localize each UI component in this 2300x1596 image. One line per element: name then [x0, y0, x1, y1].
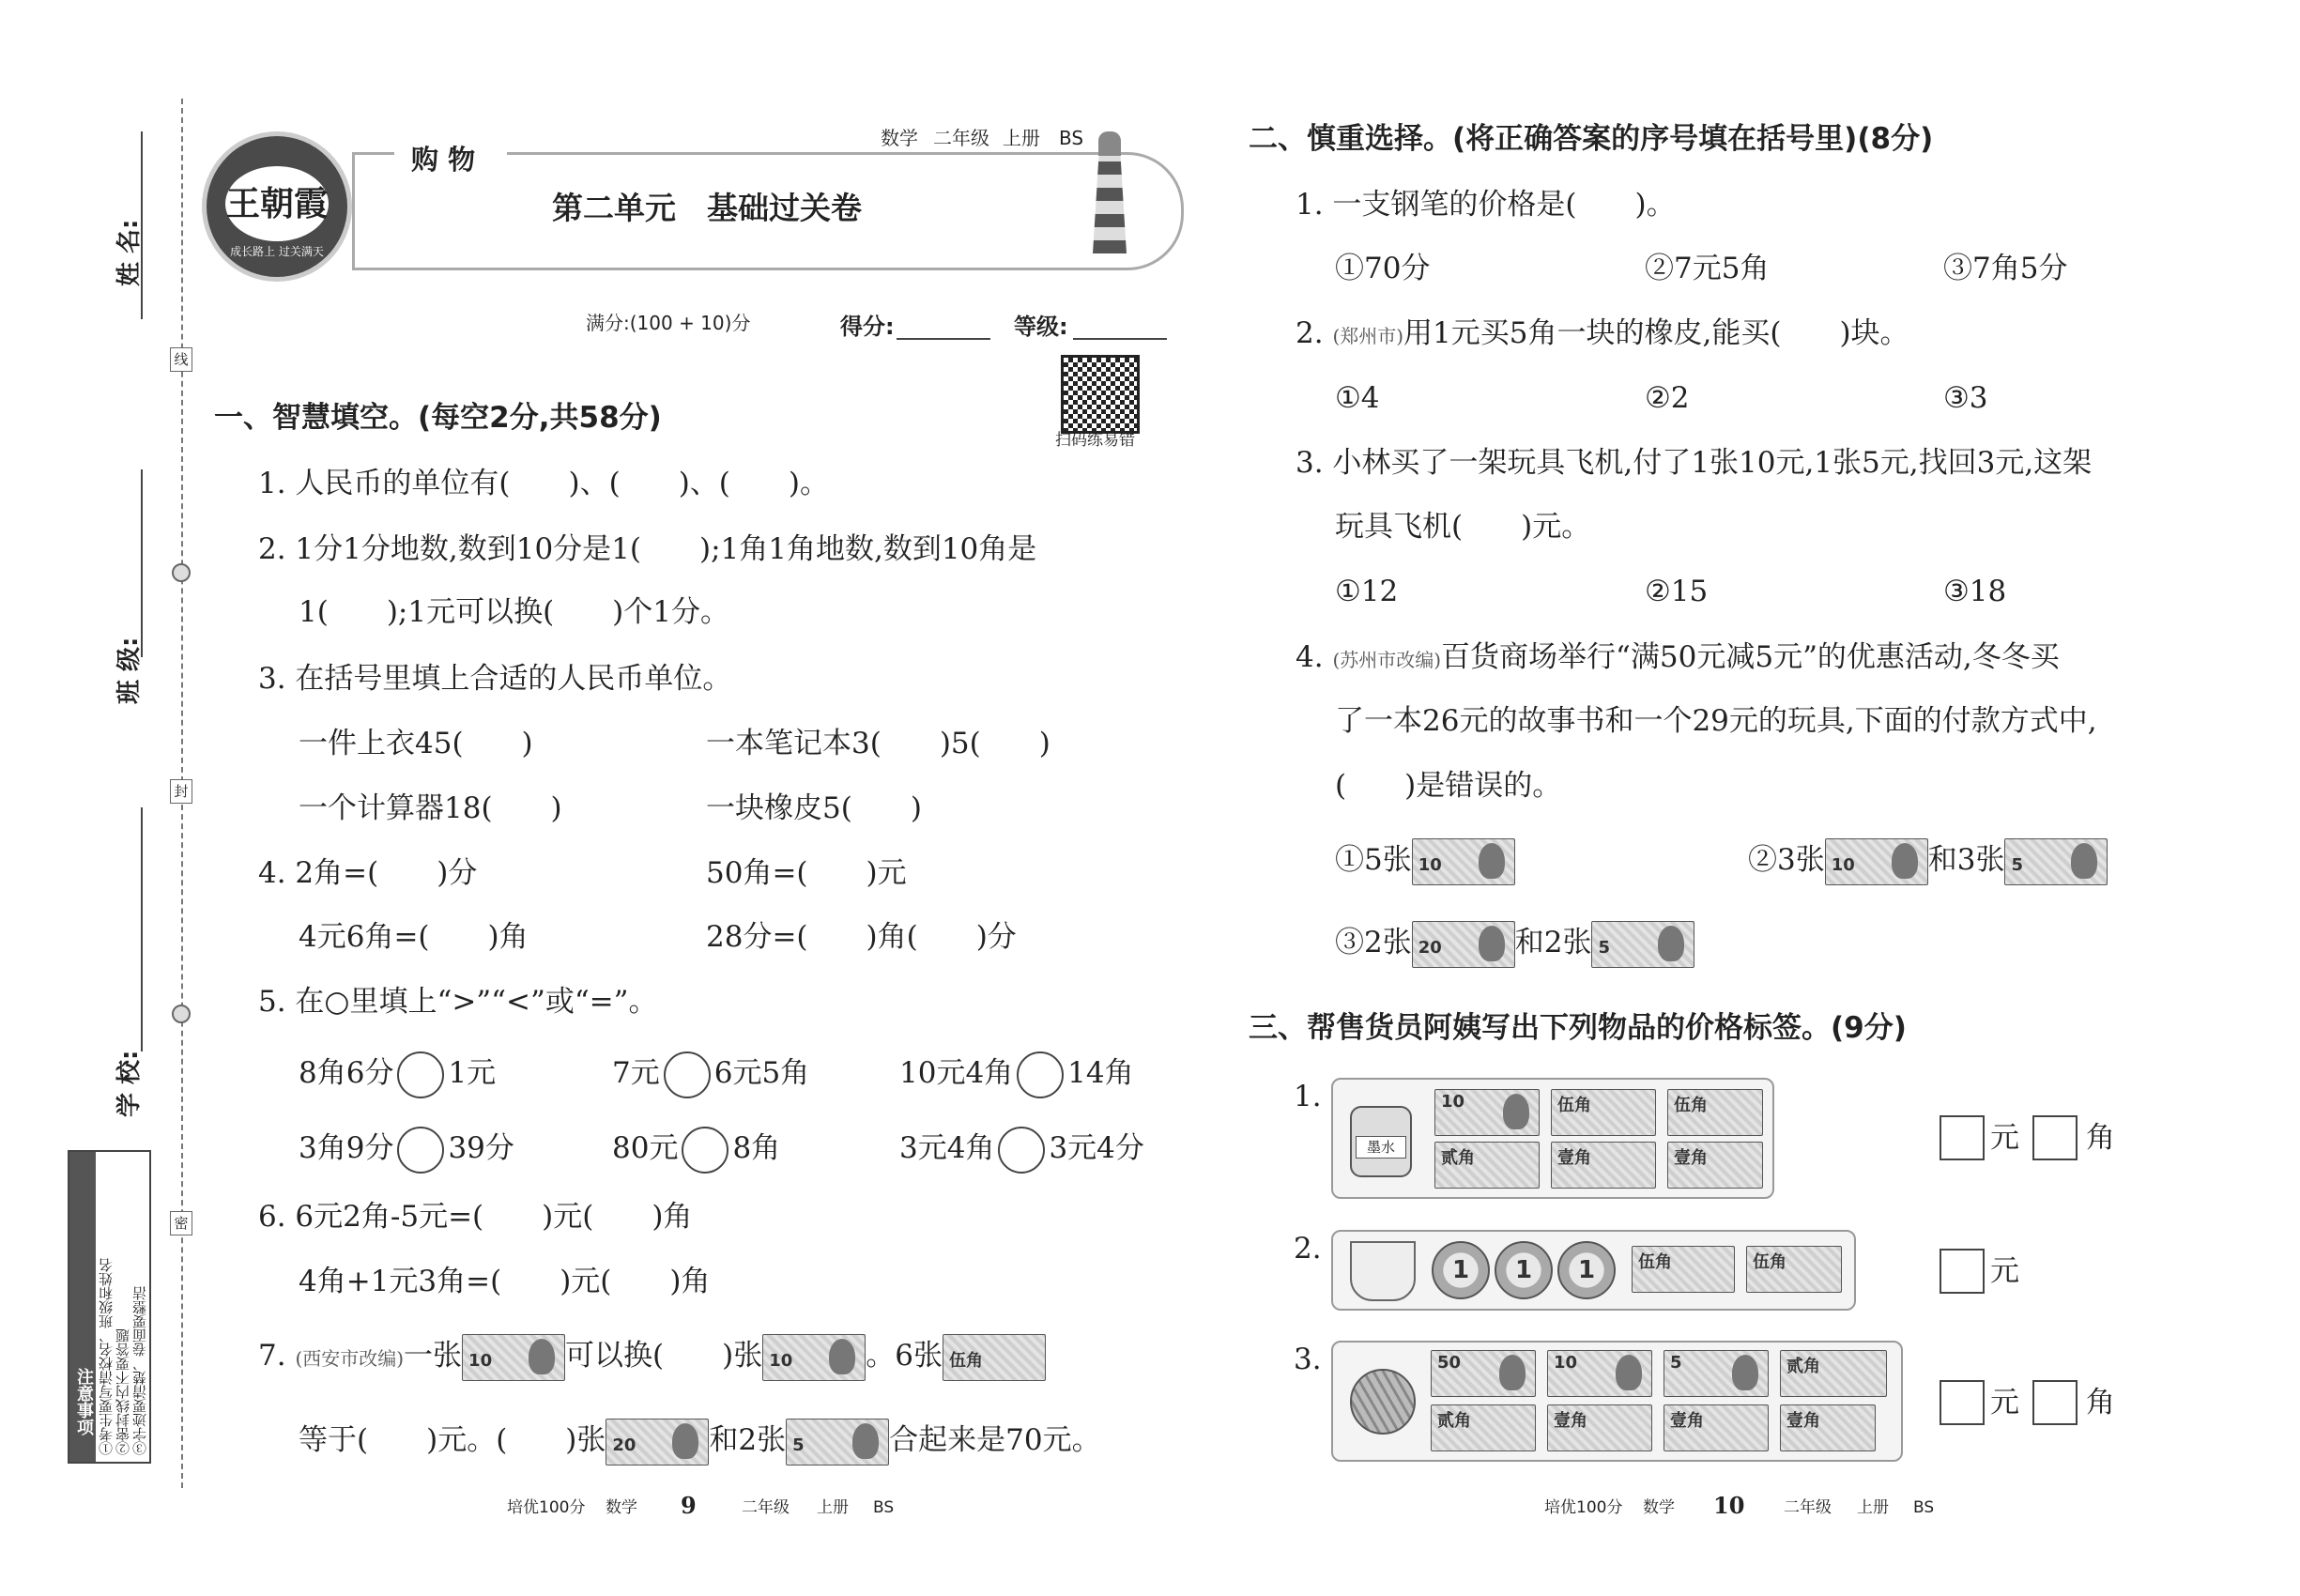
compare-item: 7元 6元5角 — [612, 1050, 809, 1098]
meta-volume: 上册 — [1003, 127, 1040, 149]
compare-circle[interactable] — [682, 1127, 728, 1174]
s2-q3a: 3. 小林买了一架玩具飞机,付了1张10元,1张5元,找回3元,这架 — [1296, 446, 2093, 480]
meta-subject: 数学 — [881, 127, 918, 149]
footer-right-volume: 上册 — [1857, 1498, 1889, 1517]
banknote-5-icon: 5 — [1591, 921, 1694, 968]
banknote-1jiao-icon: 壹角 — [1547, 1404, 1652, 1451]
name-field[interactable] — [141, 131, 143, 319]
footer-left-brand: 培优100分 — [507, 1498, 586, 1517]
note-1: ①考生要写清校名、班级和姓名 — [98, 1258, 115, 1455]
price-item-box — [1331, 1078, 1774, 1199]
footer-right-grade: 二年级 — [1784, 1498, 1832, 1517]
meta-grade: 二年级 — [933, 127, 989, 149]
banknote-5-icon: 5 — [786, 1419, 889, 1466]
unit-yuan: 元 — [1990, 1121, 2019, 1155]
s2-q3b: 玩具飞机( )元。 — [1335, 510, 1591, 544]
s1-q4-item: 28分=( )角( )分 — [706, 920, 1017, 954]
banknote-5jiao-icon: 伍角 — [943, 1334, 1046, 1381]
compare-item: 8角6分 1元 — [299, 1050, 496, 1098]
banknote-10-icon: 10 — [1434, 1089, 1540, 1136]
banknote-10-icon: 10 — [762, 1334, 866, 1381]
s1-q7-line2: 等于( )元。( )张 20 和2张 5 合起来是70元。 — [299, 1416, 1101, 1466]
s2-q4b: 了一本26元的故事书和一个29元的玩具,下面的付款方式中, — [1335, 704, 2097, 738]
banknote-1jiao-icon: 壹角 — [1551, 1142, 1656, 1189]
yuan-answer-box[interactable] — [1940, 1249, 1985, 1294]
name-label: 姓 名: — [115, 219, 144, 286]
grade-field[interactable] — [1073, 338, 1167, 340]
s1-q4-item: 4元6角=( )角 — [299, 920, 529, 954]
s1-q4-item: 4. 2角=( )分 — [258, 856, 478, 890]
s2-q1-opt: ②7元5角 — [1645, 252, 1770, 285]
banknote-5jiao-icon: 伍角 — [1632, 1246, 1735, 1293]
page-title: 第二单元 基础过关卷 — [552, 190, 862, 226]
s2-q3-opt: ②15 — [1645, 575, 1709, 608]
banknote-10-icon: 10 — [1825, 838, 1928, 885]
banknote-20-icon: 20 — [606, 1419, 709, 1466]
page-number-left: 9 — [681, 1492, 697, 1519]
compare-circle[interactable] — [998, 1127, 1045, 1174]
logo-badge — [202, 131, 352, 282]
banknote-1jiao-icon: 壹角 — [1667, 1142, 1763, 1189]
compare-item: 80元 8角 — [612, 1125, 780, 1174]
s1-q5: 5. 在○里填上“>”“<”或“=”。 — [258, 985, 658, 1019]
s2-q4c: ( )是错误的。 — [1335, 769, 1562, 803]
s2-q2-opt: ③3 — [1943, 381, 1988, 415]
banknote-5jiao-icon: 伍角 — [1667, 1089, 1763, 1136]
banknote-2jiao-icon: 贰角 — [1431, 1404, 1536, 1451]
s1-q1: 1. 人民币的单位有( )、( )、( )。 — [258, 467, 829, 500]
s2-q4-opt2: ②3张 10 和3张 5 — [1748, 836, 2108, 885]
price-item-box — [1331, 1341, 1903, 1462]
s1-q2b: 1( );1元可以换( )个1分。 — [299, 595, 729, 629]
jiao-answer-box[interactable] — [2032, 1380, 2078, 1425]
s1-q2a: 2. 1分1分地数,数到10分是1( );1角1角地数,数到10角是 — [258, 532, 1037, 566]
note-3: ③字迹要清楚、卷面要整洁 — [131, 1286, 148, 1455]
s2-q1-opt: ③7角5分 — [1943, 252, 2068, 285]
coin-1yuan-icon: 1 — [1432, 1241, 1490, 1299]
s1-q3-item: 一本笔记本3( )5( ) — [706, 727, 1050, 760]
banknote-5-icon: 5 — [2004, 838, 2108, 885]
page-number-right: 10 — [1713, 1492, 1745, 1519]
binding-hole-icon — [172, 563, 191, 582]
basketball-icon — [1350, 1369, 1416, 1435]
footer-left-subject: 数学 — [606, 1498, 637, 1517]
footer-left-grade: 二年级 — [742, 1498, 790, 1517]
compare-circle[interactable] — [397, 1127, 444, 1174]
unit-yuan: 元 — [1990, 1254, 2019, 1288]
banknote-2jiao-icon: 贰角 — [1434, 1142, 1540, 1189]
banknote-5-icon: 5 — [1664, 1350, 1769, 1397]
unit-jiao: 角 — [2086, 1121, 2115, 1155]
cut-mark-mi: 密 — [170, 1211, 192, 1235]
s2-q4a: 4. (苏州市改编)百货商场举行“满50元减5元”的优惠活动,冬冬买 — [1296, 640, 2060, 674]
s2-q2: 2. (郑州市)用1元买5角一块的橡皮,能买( )块。 — [1296, 316, 1909, 350]
compare-circle[interactable] — [397, 1051, 444, 1098]
banknote-1jiao-icon: 壹角 — [1664, 1404, 1769, 1451]
footer-right-brand: 培优100分 — [1544, 1498, 1623, 1517]
s2-q2-opt: ①4 — [1335, 381, 1380, 415]
school-label: 学 校: — [115, 1050, 144, 1117]
s2-q2-opt: ②2 — [1645, 381, 1690, 415]
jiao-answer-box[interactable] — [2032, 1115, 2078, 1160]
compare-item: 3元4角 3元4分 — [899, 1125, 1144, 1174]
compare-item: 3角9分 39分 — [299, 1125, 514, 1174]
s2-q1: 1. 一支钢笔的价格是( )。 — [1296, 188, 1676, 222]
cup-icon — [1350, 1241, 1416, 1301]
s2-q1-opt: ①70分 — [1335, 252, 1431, 285]
s2-q3-opt: ①12 — [1335, 575, 1399, 608]
s2-q3-opt: ③18 — [1943, 575, 2007, 608]
s3-item-number: 3. — [1294, 1343, 1322, 1376]
s2-q4-opt1: ①5张 10 — [1335, 836, 1515, 885]
footer-right-edition: BS — [1913, 1498, 1935, 1517]
note-2: ②密封线内不要答题 — [115, 1328, 131, 1455]
s1-q3-item: 一件上衣45( ) — [299, 727, 533, 760]
qr-code-icon[interactable] — [1061, 355, 1140, 434]
compare-circle[interactable] — [1017, 1051, 1064, 1098]
section2-heading: 二、慎重选择。(将正确答案的序号填在括号里)(8分) — [1249, 122, 1934, 156]
section1-heading: 一、智慧填空。(每空2分,共58分) — [214, 401, 662, 435]
cut-mark-xian: 线 — [170, 347, 192, 372]
class-field[interactable] — [141, 469, 143, 657]
s1-q7-line1: 7. (西安市改编)一张 10 可以换( )张 10 。6张 伍角 — [258, 1331, 1046, 1381]
footer-right-subject: 数学 — [1643, 1498, 1675, 1517]
s1-q3-item: 一块橡皮5( ) — [706, 791, 922, 825]
banknote-20-icon: 20 — [1412, 921, 1515, 968]
banknote-5jiao-icon: 伍角 — [1746, 1246, 1842, 1293]
banknote-10-icon: 10 — [1547, 1350, 1652, 1397]
qr-caption: 扫码练易错 — [1055, 431, 1135, 450]
score-label: 得分: — [840, 314, 895, 340]
meta-edition: BS — [1059, 127, 1084, 149]
banknote-50-icon: 50 — [1431, 1350, 1536, 1397]
s2-q4-opt3: ③2张 20 和2张 5 — [1335, 918, 1694, 968]
section3-heading: 三、帮售货员阿姨写出下列物品的价格标签。(9分) — [1249, 1011, 1907, 1045]
compare-circle[interactable] — [664, 1051, 711, 1098]
coin-1yuan-icon: 1 — [1557, 1241, 1616, 1299]
class-label: 班 级: — [115, 637, 144, 704]
s1-q6a: 6. 6元2角-5元=( )元( )角 — [258, 1200, 693, 1234]
logo-text: 王朝霞 — [225, 184, 328, 223]
banknote-1jiao-icon: 壹角 — [1780, 1404, 1876, 1451]
ink-bottle-icon: 墨水 — [1350, 1106, 1412, 1177]
s1-q3: 3. 在括号里填上合适的人民币单位。 — [258, 662, 732, 696]
s3-item-number: 2. — [1294, 1232, 1322, 1266]
yuan-answer-box[interactable] — [1940, 1115, 1985, 1160]
coin-1yuan-icon: 1 — [1495, 1241, 1553, 1299]
notes-box — [68, 1150, 151, 1464]
s1-q6b: 4角+1元3角=( )元( )角 — [299, 1265, 711, 1298]
footer-left-edition: BS — [873, 1498, 895, 1517]
banknote-10-icon: 10 — [462, 1334, 565, 1381]
lighthouse-icon — [1091, 131, 1128, 253]
topic-label: 购 物 — [411, 144, 476, 176]
notes-title: 注意事项 — [74, 1368, 94, 1435]
unit-yuan: 元 — [1990, 1386, 2019, 1420]
binding-hole-icon — [172, 1005, 191, 1023]
score-field[interactable] — [897, 338, 990, 340]
unit-jiao: 角 — [2086, 1386, 2115, 1420]
cut-mark-feng: 封 — [170, 779, 192, 804]
banknote-5jiao-icon: 伍角 — [1551, 1089, 1656, 1136]
school-field[interactable] — [141, 807, 143, 1051]
s1-q3-item: 一个计算器18( ) — [299, 791, 562, 825]
logo-slogan: 成长路上 过关满天 — [230, 245, 324, 258]
compare-item: 10元4角 14角 — [899, 1050, 1134, 1098]
full-score: 满分:(100 + 10)分 — [586, 312, 751, 334]
banknote-10-icon: 10 — [1412, 838, 1515, 885]
banknote-2jiao-icon: 贰角 — [1780, 1350, 1887, 1397]
grade-label: 等级: — [1014, 314, 1068, 340]
yuan-answer-box[interactable] — [1940, 1380, 1985, 1425]
s1-q4-item: 50角=( )元 — [706, 856, 907, 890]
footer-left-volume: 上册 — [817, 1498, 849, 1517]
price-item-box — [1331, 1230, 1856, 1311]
s3-item-number: 1. — [1294, 1080, 1322, 1113]
